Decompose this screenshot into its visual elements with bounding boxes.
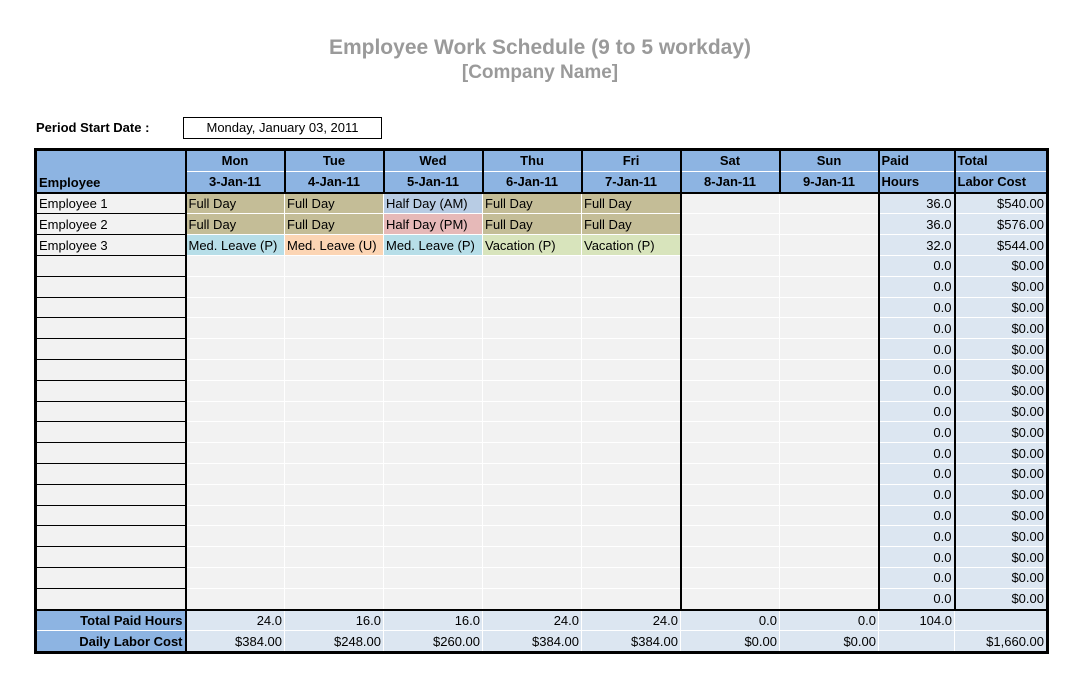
shift-cell[interactable] — [285, 526, 384, 547]
shift-cell[interactable] — [582, 526, 681, 547]
schedule-table — [34, 148, 1049, 654]
total-labor-header-sub: Labor Cost — [955, 171, 1048, 192]
paid-hours-header: Paid — [879, 150, 955, 172]
paid-hours-cell: 0.0 — [879, 526, 955, 547]
labor-cost-cell: $0.00 — [955, 588, 1048, 609]
labor-cost-cell: $0.00 — [955, 339, 1048, 360]
shift-cell[interactable] — [186, 422, 285, 443]
shift-cell[interactable] — [483, 588, 582, 609]
shift-cell[interactable] — [681, 214, 780, 235]
shift-cell[interactable] — [483, 443, 582, 464]
shift-cell[interactable] — [681, 255, 780, 276]
shift-cell[interactable] — [780, 463, 879, 484]
employee-name-cell[interactable] — [36, 318, 186, 339]
shift-cell[interactable] — [681, 380, 780, 401]
shift-cell[interactable] — [582, 505, 681, 526]
paid-hours-cell: 0.0 — [879, 567, 955, 588]
shift-cell[interactable] — [681, 547, 780, 568]
shift-cell[interactable] — [582, 484, 681, 505]
daily-labor-cost: $0.00 — [780, 631, 879, 653]
shift-cell[interactable] — [483, 318, 582, 339]
shift-cell[interactable]: Full Day — [186, 193, 285, 214]
shift-cell[interactable] — [780, 359, 879, 380]
shift-cell[interactable] — [384, 401, 483, 422]
shift-cell[interactable] — [285, 463, 384, 484]
labor-cost-cell: $0.00 — [955, 547, 1048, 568]
shift-cell[interactable]: Med. Leave (P) — [186, 235, 285, 256]
shift-cell[interactable] — [483, 359, 582, 380]
employee-name-cell[interactable] — [36, 463, 186, 484]
employee-name-cell[interactable] — [36, 255, 186, 276]
day-header-date: 5-Jan-11 — [384, 171, 483, 192]
table-row — [36, 526, 1048, 547]
daily-paid-hours: 24.0 — [582, 610, 681, 631]
shift-cell[interactable] — [681, 235, 780, 256]
shift-cell[interactable] — [483, 401, 582, 422]
day-header-name: Wed — [384, 150, 483, 172]
shift-cell[interactable] — [186, 359, 285, 380]
total-paid-hours-label: Total Paid Hours — [36, 610, 186, 631]
labor-cost-cell: $0.00 — [955, 276, 1048, 297]
labor-cost-cell: $0.00 — [955, 318, 1048, 339]
page-title: Employee Work Schedule (9 to 5 workday) — [328, 36, 752, 59]
paid-hours-cell: 0.0 — [879, 318, 955, 339]
table-row — [36, 401, 1048, 422]
shift-cell[interactable] — [285, 567, 384, 588]
paid-hours-cell: 0.0 — [879, 484, 955, 505]
shift-cell[interactable] — [285, 588, 384, 609]
daily-paid-hours: 0.0 — [780, 610, 879, 631]
total-paid-hours-cost — [955, 610, 1048, 631]
labor-cost-cell: $0.00 — [955, 505, 1048, 526]
labor-cost-cell: $576.00 — [955, 214, 1048, 235]
shift-cell[interactable] — [681, 401, 780, 422]
shift-cell[interactable] — [780, 297, 879, 318]
table-row — [36, 567, 1048, 588]
shift-cell[interactable] — [384, 318, 483, 339]
paid-hours-cell: 0.0 — [879, 401, 955, 422]
labor-cost-cell: $0.00 — [955, 297, 1048, 318]
employee-header-label: Employee — [39, 174, 101, 190]
daily-labor-cost: $260.00 — [384, 631, 483, 653]
daily-labor-cost-label: Daily Labor Cost — [36, 631, 186, 653]
paid-hours-cell: 0.0 — [879, 443, 955, 464]
shift-cell[interactable] — [384, 484, 483, 505]
day-header-date: 6-Jan-11 — [483, 171, 582, 192]
shift-cell[interactable]: Half Day (PM) — [384, 214, 483, 235]
labor-cost-cell: $0.00 — [955, 463, 1048, 484]
total-labor-cost-value: $1,660.00 — [955, 631, 1048, 653]
employee-name-cell[interactable] — [36, 339, 186, 360]
employee-name-cell[interactable] — [36, 588, 186, 609]
labor-cost-cell: $0.00 — [955, 526, 1048, 547]
shift-cell[interactable] — [780, 235, 879, 256]
shift-cell[interactable] — [681, 318, 780, 339]
shift-cell[interactable]: Full Day — [483, 214, 582, 235]
shift-cell[interactable] — [582, 339, 681, 360]
employee-name-cell[interactable] — [36, 297, 186, 318]
shift-cell[interactable] — [483, 255, 582, 276]
shift-cell[interactable]: Full Day — [285, 193, 384, 214]
shift-cell[interactable] — [186, 526, 285, 547]
shift-cell[interactable]: Full Day — [186, 214, 285, 235]
shift-cell[interactable] — [681, 443, 780, 464]
employee-name-cell[interactable]: Employee 2 — [36, 214, 186, 235]
shift-cell[interactable]: Half Day (AM) — [384, 193, 483, 214]
shift-cell[interactable]: Med. Leave (U) — [285, 235, 384, 256]
table-row — [36, 443, 1048, 464]
paid-hours-cell: 0.0 — [879, 505, 955, 526]
employee-column-header — [36, 150, 186, 193]
shift-cell[interactable] — [384, 505, 483, 526]
shift-cell[interactable] — [384, 567, 483, 588]
day-header-name: Fri — [582, 150, 681, 172]
shift-cell[interactable] — [780, 443, 879, 464]
shift-cell[interactable] — [582, 443, 681, 464]
shift-cell[interactable] — [186, 505, 285, 526]
table-row — [36, 235, 1048, 256]
total-paid-hours-value: 104.0 — [879, 610, 955, 631]
employee-name-cell[interactable] — [36, 567, 186, 588]
shift-cell[interactable] — [681, 422, 780, 443]
table-row — [36, 359, 1048, 380]
shift-cell[interactable] — [186, 380, 285, 401]
shift-cell[interactable] — [285, 318, 384, 339]
shift-cell[interactable] — [582, 255, 681, 276]
table-row — [36, 588, 1048, 609]
employee-name-cell[interactable] — [36, 276, 186, 297]
day-header-date: 7-Jan-11 — [582, 171, 681, 192]
table-row — [36, 276, 1048, 297]
shift-cell[interactable] — [483, 526, 582, 547]
table-row — [36, 193, 1048, 214]
shift-cell[interactable] — [582, 588, 681, 609]
table-row — [36, 297, 1048, 318]
shift-cell[interactable] — [681, 526, 780, 547]
daily-paid-hours: 24.0 — [483, 610, 582, 631]
shift-cell[interactable] — [483, 422, 582, 443]
shift-cell[interactable] — [285, 255, 384, 276]
shift-cell[interactable] — [483, 339, 582, 360]
paid-hours-cell: 0.0 — [879, 380, 955, 401]
paid-hours-cell: 0.0 — [879, 463, 955, 484]
table-row — [36, 214, 1048, 235]
shift-cell[interactable] — [780, 339, 879, 360]
table-row — [36, 547, 1048, 568]
shift-cell[interactable] — [186, 463, 285, 484]
shift-cell[interactable] — [582, 463, 681, 484]
labor-cost-cell: $0.00 — [955, 380, 1048, 401]
day-header-date: 4-Jan-11 — [285, 171, 384, 192]
shift-cell[interactable]: Full Day — [483, 193, 582, 214]
shift-cell[interactable] — [582, 567, 681, 588]
shift-cell[interactable] — [780, 567, 879, 588]
shift-cell[interactable] — [483, 484, 582, 505]
period-start-input[interactable]: Monday, January 03, 2011 — [183, 117, 382, 139]
shift-cell[interactable]: Vacation (P) — [483, 235, 582, 256]
employee-name-cell[interactable]: Employee 3 — [36, 235, 186, 256]
labor-cost-cell: $0.00 — [955, 443, 1048, 464]
shift-cell[interactable] — [186, 255, 285, 276]
shift-cell[interactable] — [384, 339, 483, 360]
shift-cell[interactable] — [285, 547, 384, 568]
table-row — [36, 339, 1048, 360]
table-row — [36, 505, 1048, 526]
table-row — [36, 484, 1048, 505]
shift-cell[interactable] — [186, 567, 285, 588]
shift-cell[interactable] — [780, 255, 879, 276]
day-header-name: Mon — [186, 150, 285, 172]
shift-cell[interactable] — [186, 339, 285, 360]
labor-cost-cell: $540.00 — [955, 193, 1048, 214]
shift-cell[interactable] — [186, 297, 285, 318]
shift-cell[interactable] — [285, 443, 384, 464]
shift-cell[interactable] — [780, 526, 879, 547]
employee-name-cell[interactable] — [36, 443, 186, 464]
day-header-name: Sun — [780, 150, 879, 172]
shift-cell[interactable] — [285, 297, 384, 318]
labor-cost-cell: $0.00 — [955, 422, 1048, 443]
paid-hours-cell: 0.0 — [879, 255, 955, 276]
day-header-name: Sat — [681, 150, 780, 172]
shift-cell[interactable] — [483, 547, 582, 568]
labor-cost-cell: $0.00 — [955, 484, 1048, 505]
shift-cell[interactable]: Vacation (P) — [582, 235, 681, 256]
shift-cell[interactable] — [285, 401, 384, 422]
shift-cell[interactable] — [582, 359, 681, 380]
table-row — [36, 380, 1048, 401]
daily-paid-hours: 24.0 — [186, 610, 285, 631]
shift-cell[interactable] — [384, 380, 483, 401]
shift-cell[interactable] — [780, 588, 879, 609]
daily-labor-cost: $0.00 — [681, 631, 780, 653]
daily-paid-hours: 16.0 — [384, 610, 483, 631]
shift-cell[interactable] — [780, 193, 879, 214]
paid-hours-cell: 0.0 — [879, 297, 955, 318]
table-row — [36, 255, 1048, 276]
shift-cell[interactable] — [681, 588, 780, 609]
shift-cell[interactable] — [582, 401, 681, 422]
paid-hours-cell: 0.0 — [879, 359, 955, 380]
day-header-name: Thu — [483, 150, 582, 172]
daily-paid-hours: 0.0 — [681, 610, 780, 631]
shift-cell[interactable] — [780, 422, 879, 443]
paid-hours-cell: 0.0 — [879, 588, 955, 609]
employee-name-cell[interactable] — [36, 484, 186, 505]
daily-labor-cost: $384.00 — [186, 631, 285, 653]
employee-name-cell[interactable] — [36, 422, 186, 443]
shift-cell[interactable] — [483, 297, 582, 318]
shift-cell[interactable] — [384, 422, 483, 443]
shift-cell[interactable] — [186, 318, 285, 339]
labor-cost-cell: $0.00 — [955, 567, 1048, 588]
shift-cell[interactable] — [780, 318, 879, 339]
shift-cell[interactable] — [582, 380, 681, 401]
shift-cell[interactable] — [582, 318, 681, 339]
paid-hours-header-sub: Hours — [879, 171, 955, 192]
shift-cell[interactable] — [681, 297, 780, 318]
shift-cell[interactable] — [780, 484, 879, 505]
shift-cell[interactable] — [186, 588, 285, 609]
day-header-name: Tue — [285, 150, 384, 172]
table-row — [36, 463, 1048, 484]
shift-cell[interactable] — [285, 505, 384, 526]
daily-paid-hours: 16.0 — [285, 610, 384, 631]
shift-cell[interactable] — [384, 443, 483, 464]
company-name: [Company Name] — [461, 62, 619, 83]
shift-cell[interactable] — [285, 359, 384, 380]
shift-cell[interactable] — [285, 380, 384, 401]
shift-cell[interactable] — [681, 193, 780, 214]
employee-name-cell[interactable] — [36, 547, 186, 568]
day-header-date: 3-Jan-11 — [186, 171, 285, 192]
paid-hours-cell: 32.0 — [879, 235, 955, 256]
shift-cell[interactable] — [483, 463, 582, 484]
shift-cell[interactable] — [384, 463, 483, 484]
shift-cell[interactable] — [582, 276, 681, 297]
shift-cell[interactable] — [384, 276, 483, 297]
shift-cell[interactable] — [285, 276, 384, 297]
paid-hours-cell: 0.0 — [879, 422, 955, 443]
labor-cost-cell: $0.00 — [955, 255, 1048, 276]
shift-cell[interactable] — [681, 567, 780, 588]
shift-cell[interactable] — [384, 359, 483, 380]
shift-cell[interactable] — [681, 505, 780, 526]
shift-cell[interactable] — [780, 380, 879, 401]
labor-cost-cell: $0.00 — [955, 401, 1048, 422]
shift-cell[interactable] — [384, 547, 483, 568]
labor-cost-cell: $544.00 — [955, 235, 1048, 256]
labor-cost-hours — [879, 631, 955, 653]
employee-name-cell[interactable]: Employee 1 — [36, 193, 186, 214]
daily-labor-cost: $384.00 — [483, 631, 582, 653]
shift-cell[interactable] — [681, 359, 780, 380]
shift-cell[interactable] — [186, 547, 285, 568]
shift-cell[interactable] — [582, 422, 681, 443]
shift-cell[interactable] — [483, 505, 582, 526]
shift-cell[interactable] — [186, 443, 285, 464]
employee-name-cell[interactable] — [36, 505, 186, 526]
shift-cell[interactable] — [780, 276, 879, 297]
daily-labor-cost: $384.00 — [582, 631, 681, 653]
paid-hours-cell: 36.0 — [879, 193, 955, 214]
employee-name-cell[interactable] — [36, 401, 186, 422]
shift-cell[interactable] — [681, 463, 780, 484]
shift-cell[interactable] — [582, 547, 681, 568]
period-start-label: Period Start Date : — [36, 120, 150, 135]
shift-cell[interactable] — [780, 401, 879, 422]
shift-cell[interactable] — [780, 547, 879, 568]
paid-hours-cell: 36.0 — [879, 214, 955, 235]
shift-cell[interactable] — [582, 297, 681, 318]
total-labor-header: Total — [955, 150, 1048, 172]
employee-name-cell[interactable] — [36, 526, 186, 547]
shift-cell[interactable] — [681, 484, 780, 505]
shift-cell[interactable] — [285, 484, 384, 505]
shift-cell[interactable] — [483, 276, 582, 297]
employee-name-cell[interactable] — [36, 359, 186, 380]
shift-cell[interactable] — [681, 339, 780, 360]
shift-cell[interactable] — [186, 484, 285, 505]
labor-cost-cell: $0.00 — [955, 359, 1048, 380]
paid-hours-cell: 0.0 — [879, 339, 955, 360]
shift-cell[interactable] — [384, 588, 483, 609]
shift-cell[interactable] — [780, 214, 879, 235]
shift-cell[interactable] — [483, 380, 582, 401]
shift-cell[interactable] — [384, 297, 483, 318]
table-row — [36, 318, 1048, 339]
shift-cell[interactable] — [285, 422, 384, 443]
paid-hours-cell: 0.0 — [879, 276, 955, 297]
shift-cell[interactable]: Full Day — [582, 193, 681, 214]
shift-cell[interactable] — [384, 255, 483, 276]
shift-cell[interactable] — [384, 526, 483, 547]
shift-cell[interactable]: Full Day — [285, 214, 384, 235]
shift-cell[interactable] — [186, 276, 285, 297]
shift-cell[interactable] — [681, 276, 780, 297]
day-header-date: 9-Jan-11 — [780, 171, 879, 192]
shift-cell[interactable] — [285, 339, 384, 360]
table-row — [36, 422, 1048, 443]
employee-name-cell[interactable] — [36, 380, 186, 401]
daily-labor-cost: $248.00 — [285, 631, 384, 653]
shift-cell[interactable]: Full Day — [582, 214, 681, 235]
shift-cell[interactable] — [780, 505, 879, 526]
paid-hours-cell: 0.0 — [879, 547, 955, 568]
shift-cell[interactable]: Med. Leave (P) — [384, 235, 483, 256]
shift-cell[interactable] — [186, 401, 285, 422]
shift-cell[interactable] — [483, 567, 582, 588]
day-header-date: 8-Jan-11 — [681, 171, 780, 192]
